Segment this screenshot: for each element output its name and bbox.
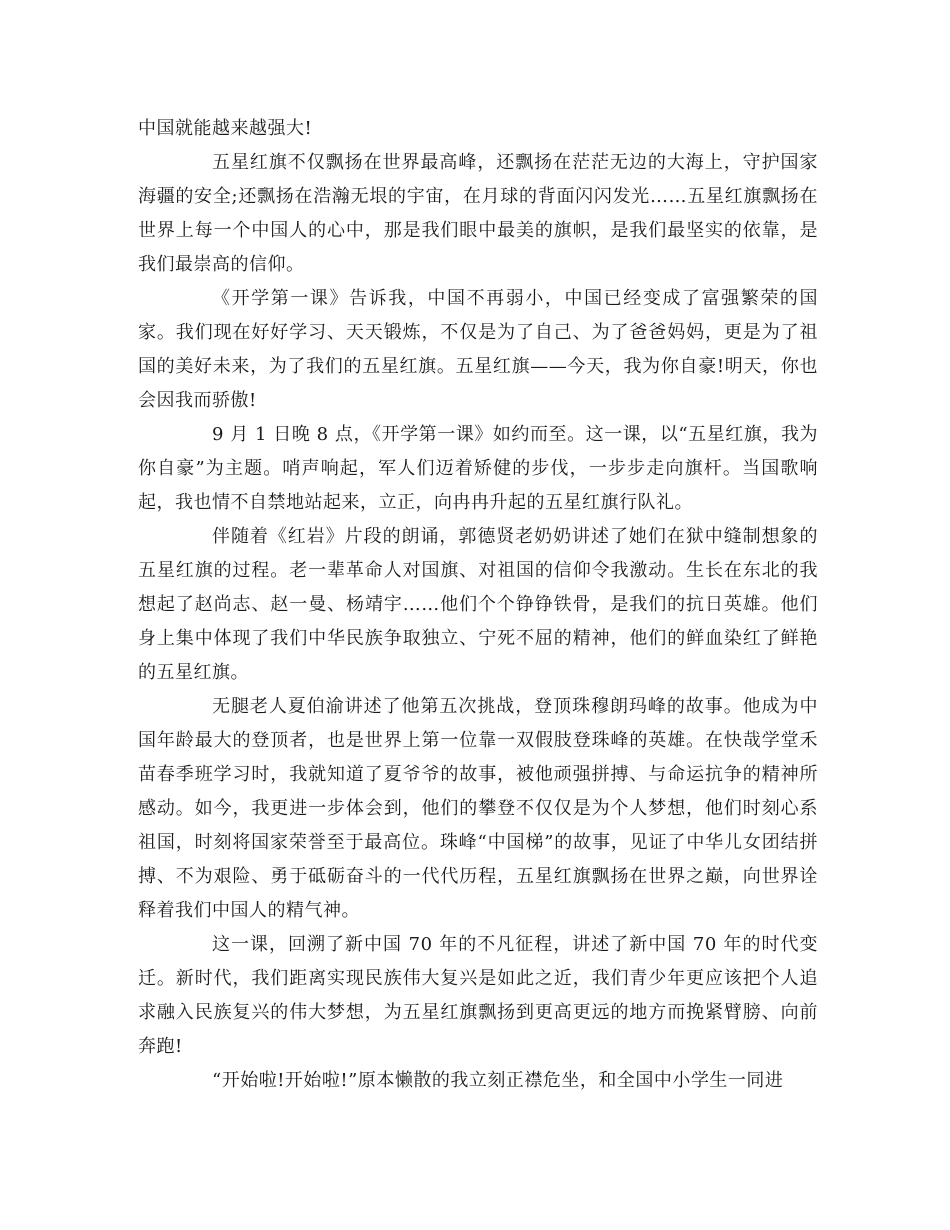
paragraph-5: 伴随着《红岩》片段的朗诵，郭德贤老奶奶讲述了她们在狱中缝制想象的五星红旗的过程。老一辈革命人对国旗、对祖国的信仰令我激动。生长在东北的我想起了赵尚志、赵一曼、杨靖宇……他们个个铮铮铁骨，是我们的抗日英雄。他们身上集中体现了我们中华民族争取独立、宁死不屈的精神，他们的鲜血染红了鲜艳的五星红旗。 (138, 526, 818, 683)
paragraph-2: 五星红旗不仅飘扬在世界最高峰，还飘扬在茫茫无边的大海上，守护国家海疆的安全;还飘扬在浩瀚无垠的宇宙，在月球的背面闪闪发光……五星红旗飘扬在世界上每一个中国人的心中，那是我们眼中最美的旗帜，是我们最坚实的依靠，是我们最崇高的信仰。 (138, 152, 818, 275)
paragraph-3: 《开学第一课》告诉我，中国不再弱小，中国已经变成了富强繁荣的国家。我们现在好好学习、天天锻炼，不仅是为了自己、为了爸爸妈妈，更是为了祖国的美好未来，为了我们的五星红旗。五星红旗——今天，我为你自豪!明天，你也会因我而骄傲! (138, 288, 818, 411)
paragraph-8: “开始啦!开始啦!”原本懒散的我立刻正襟危坐，和全国中小学生一同进 (212, 1070, 784, 1091)
paragraph-4: 9 月 1 日晚 8 点，《开学第一课》如约而至。这一课，以“五星红旗，我为你自豪”为主题。哨声响起，军人们迈着矫健的步伐，一步步走向旗杆。当国歌响起，我也情不自禁地站起来，立正，向冉冉升起的五星红旗行队礼。 (138, 424, 818, 513)
paragraph-6: 无腿老人夏伯渝讲述了他第五次挑战，登顶珠穆朗玛峰的故事。他成为中国年龄最大的登顶者，也是世界上第一位靠一双假肢登珠峰的英雄。在快哉学堂禾苗春季班学习时，我就知道了夏爷爷的故事，被他顽强拼搏、与命运抗争的精神所感动。如今，我更进一步体会到，他们的攀登不仅仅是为个人梦想，他们时刻心系祖国，时刻将国家荣誉至于最高位。珠峰“中国梯”的故事，见证了中华儿女团结拼搏、不为艰险、勇于砥砺奋斗的一代代历程，五星红旗飘扬在世界之巅，向世界诠释着我们中国人的精气神。 (138, 696, 818, 921)
paragraph-1: 中国就能越来越强大! (138, 118, 313, 139)
document-body (138, 112, 818, 1098)
paragraph-7: 这一课，回溯了新中国 70 年的不凡征程，讲述了新中国 70 年的时代变迁。新时代，我们距离实现民族伟大复兴是如此之近，我们青少年更应该把个人追求融入民族复兴的伟大梦想，为五星红旗飘扬到更高更远的地方而挽紧臂膀、向前奔跑! (138, 934, 818, 1057)
